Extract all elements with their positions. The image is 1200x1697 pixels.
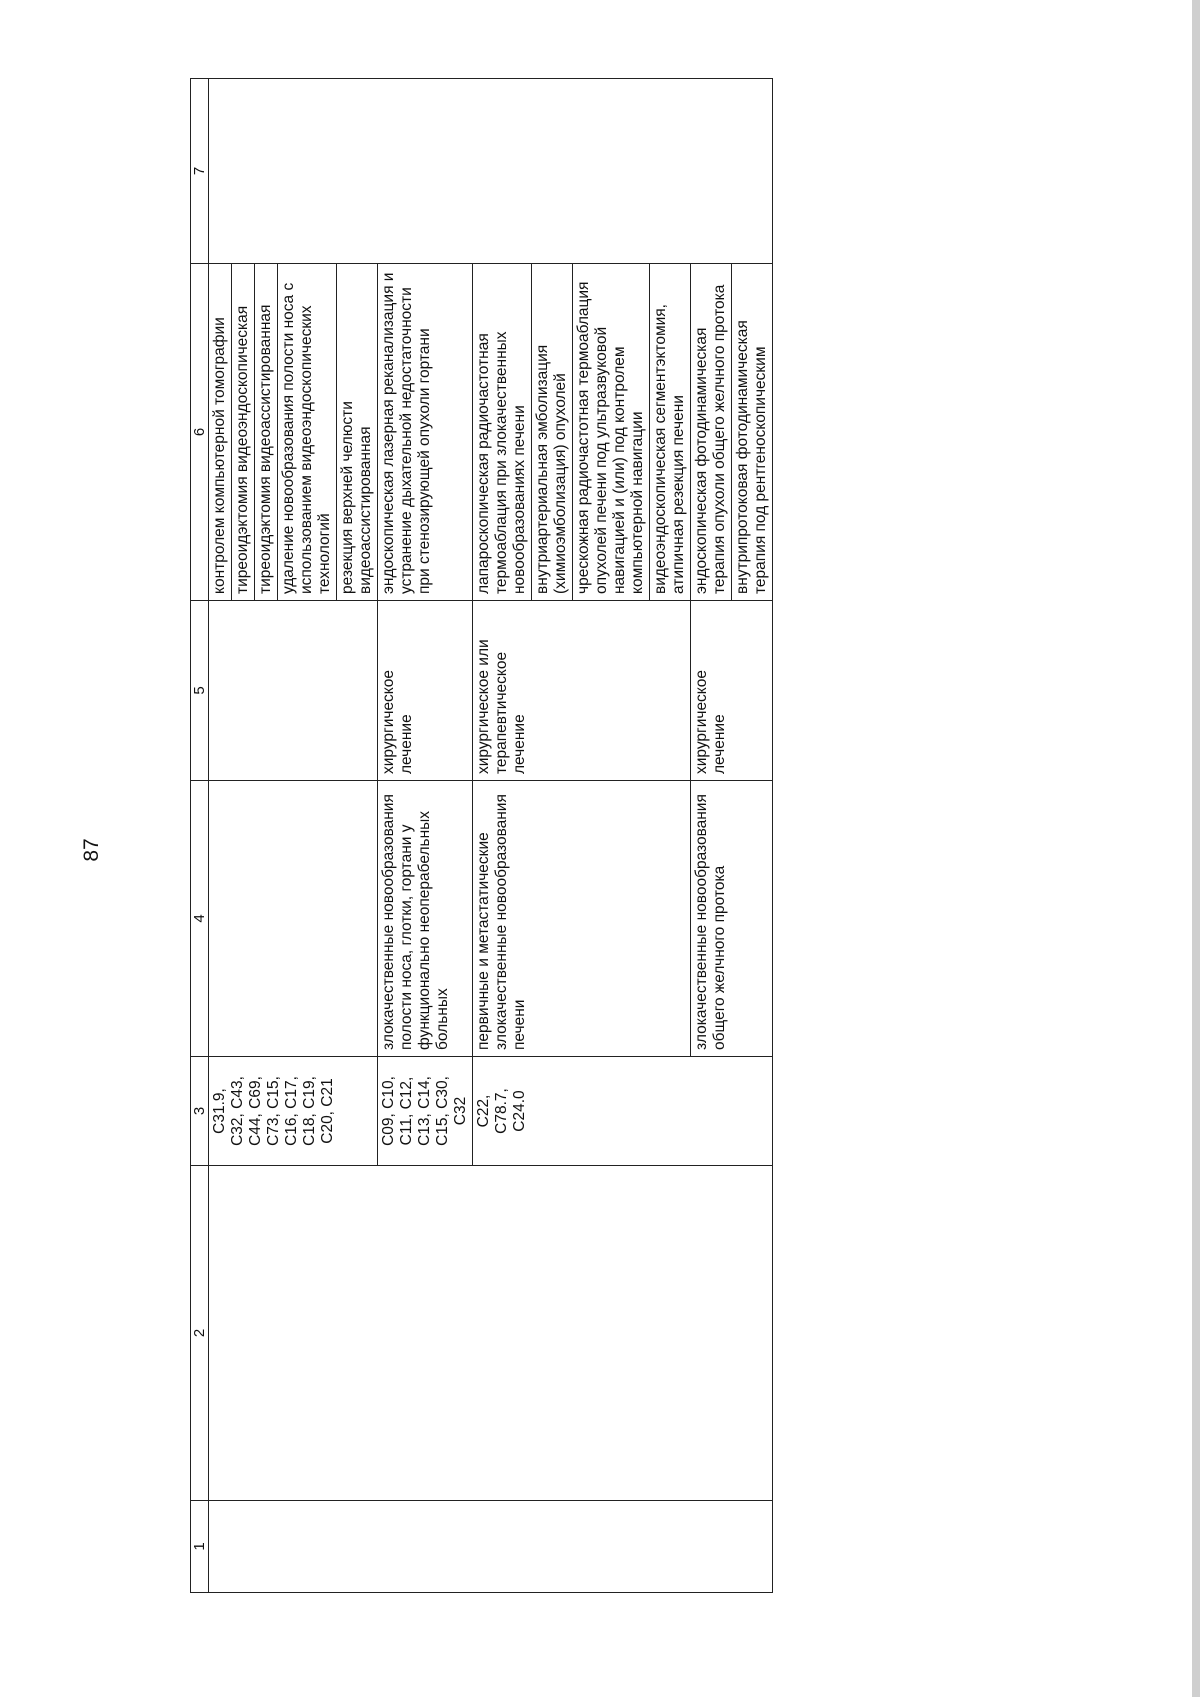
model-cell-group3a: первичные и метастатические злокачественные новообразования печени xyxy=(473,781,691,1057)
codes-cell-group2: C09, C10, C11, C12, C13, C14, C15, C30, C32 xyxy=(378,1057,473,1166)
header-col-5: 5 xyxy=(191,601,209,781)
codes-cell-group1: C31.9, C32, C43, C44, C69, C73, C15, C16, C17, C18, C19, C20, C21 xyxy=(209,1057,378,1166)
header-row xyxy=(191,79,209,1593)
method-cell: резекция верхней челюсти видеоассистированная xyxy=(337,264,378,601)
method-cell: удаление новообразования полости носа с использованием видеоэндоскопических технологий xyxy=(278,264,337,601)
method-cell: лапароскопическая радиочастотная термоаблация при злокачественных новообразованиях печени xyxy=(473,264,532,601)
header-col-2: 2 xyxy=(191,1166,209,1501)
header-col-4: 4 xyxy=(191,781,209,1057)
model-cell-group2: злокачественные новообразования полости носа, глотки, гортани у функционально неоперабельных больных xyxy=(378,781,473,1057)
medical-care-table xyxy=(190,78,773,1593)
header-col-1: 1 xyxy=(191,1501,209,1593)
method-cell: контролем компьютерной томографии xyxy=(209,264,232,601)
col1-cell xyxy=(209,1501,773,1593)
header-col-6: 6 xyxy=(191,264,209,601)
treatment-cell-group1 xyxy=(209,601,378,781)
model-cell-group1 xyxy=(209,781,378,1057)
method-cell: видеоэндоскопическая сегментэктомия, атипичная резекция печени xyxy=(650,264,691,601)
method-cell: тиреоидэктомия видеоассистированная xyxy=(255,264,278,601)
method-cell: тиреоидэктомия видеоэндоскопическая xyxy=(232,264,255,601)
header-col-7: 7 xyxy=(191,79,209,264)
treatment-cell-group3a: хирургическое или терапевтическое лечение xyxy=(473,601,691,781)
rotated-table-sheet xyxy=(190,79,1090,1593)
col7-cell xyxy=(209,79,773,264)
table-row xyxy=(209,79,232,1593)
method-cell: эндоскопическая фотодинамическая терапия опухоли общего желчного протока xyxy=(691,264,732,601)
method-cell: внутрипротоковая фотодинамическая терапия под рентгеноскопическим xyxy=(732,264,773,601)
method-cell: чрескожная радиочастотная термоаблация опухолей печени под ультразвуковой навигацией и (или) под контролем компьютерной навигации xyxy=(573,264,650,601)
model-cell-group3b: злокачественные новообразования общего желчного протока xyxy=(691,781,773,1057)
col2-cell xyxy=(209,1166,773,1501)
method-cell: эндоскопическая лазерная реканализация и устранение дыхательной недостаточности при стенозирующей опухоли гортани xyxy=(378,264,473,601)
header-col-3: 3 xyxy=(191,1057,209,1166)
treatment-cell-group3b: хирургическое лечение xyxy=(691,601,773,781)
page-edge-shadow xyxy=(1192,0,1200,1697)
treatment-cell-group2: хирургическое лечение xyxy=(378,601,473,781)
codes-cell-group3: C22, C78.7, C24.0 xyxy=(473,1057,773,1166)
page-number: 87 xyxy=(80,838,103,862)
method-cell: внутриартериальная эмболизация (химиоэмболизация) опухолей xyxy=(532,264,573,601)
